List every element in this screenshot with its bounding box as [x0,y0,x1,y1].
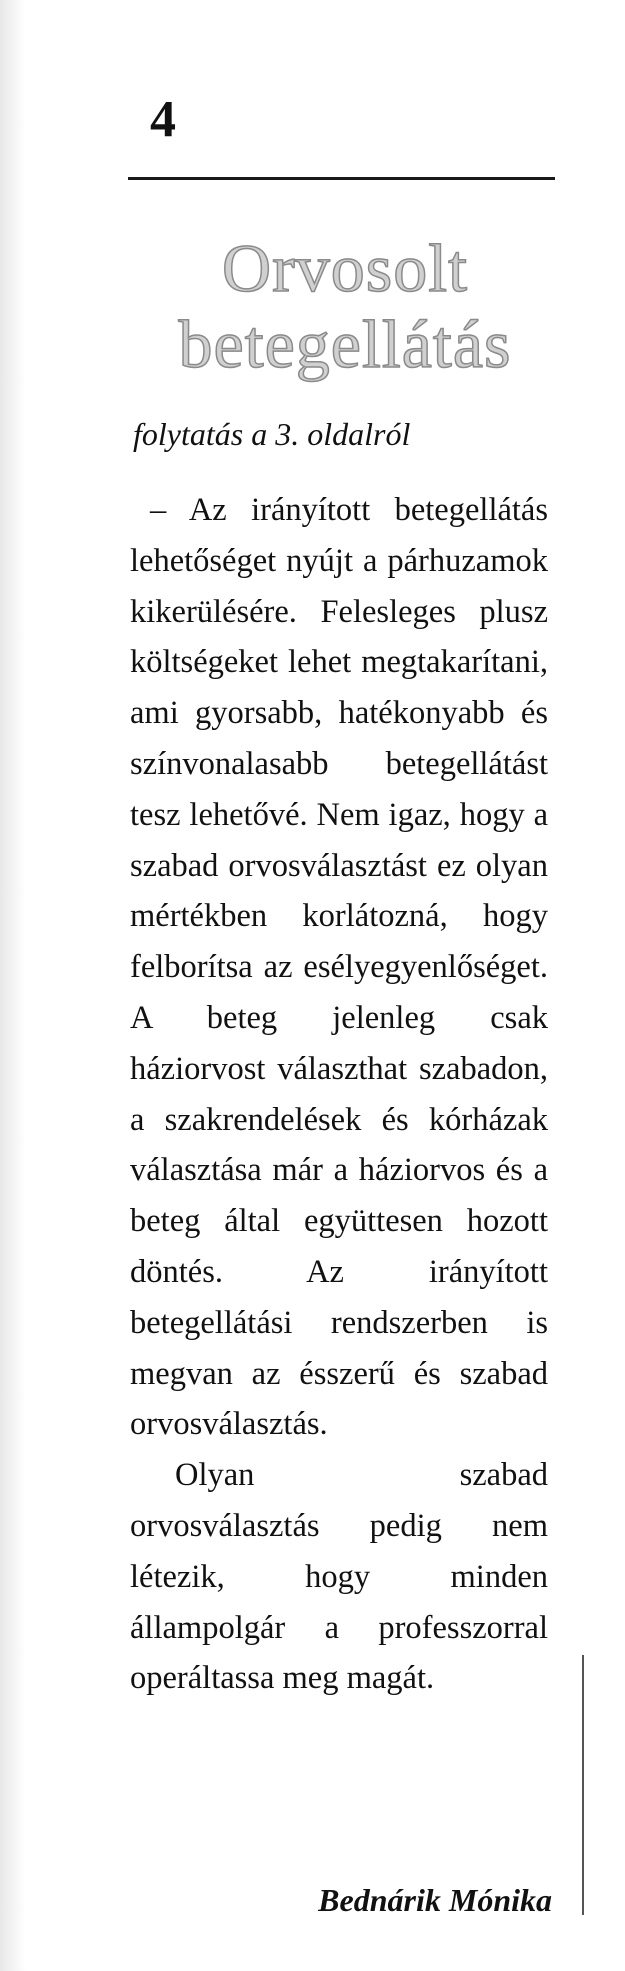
headline-line-1: Orvosolt [222,230,468,306]
author-byline: Bednárik Mónika [318,1882,552,1918]
article-paragraph-1: – Az irányított betegellátás lehetőséget nyújt a párhuzamok kikerülésére. Felesleges plusz költségeket lehet megtakarítani, ami gyorsabb, hatékonyabb és színvonalasabb betegellátást tesz lehetővé. Nem igaz, hogy a szabad orvosválasztást ez olyan mértékben korlátozná, hogy felborítsa az esélyegyenlőséget. A beteg jelenleg csak háziorvost választhat szabadon, a szakrendelések és kórházak választása már a háziorvos és a beteg által együttesen hozott döntés. Az irányított betegellátási rendszerben is megvan az ésszerű és szabad orvosválasztás. [130,492,548,1443]
headline-line-2: betegellátás [178,306,512,382]
continuation-note: folytatás a 3. oldalról [133,416,411,452]
article-headline [110,230,580,382]
header-rule [128,177,555,180]
scan-right-edge-line [582,1655,584,1915]
scan-left-edge [0,0,26,1971]
article-body [130,485,548,1704]
article-paragraph-2: Olyan szabad orvosválasztás pedig nem létezik, hogy minden állampolgár a professzorral operáltassa meg magát. [130,1457,548,1697]
page-number: 4 [150,91,176,148]
